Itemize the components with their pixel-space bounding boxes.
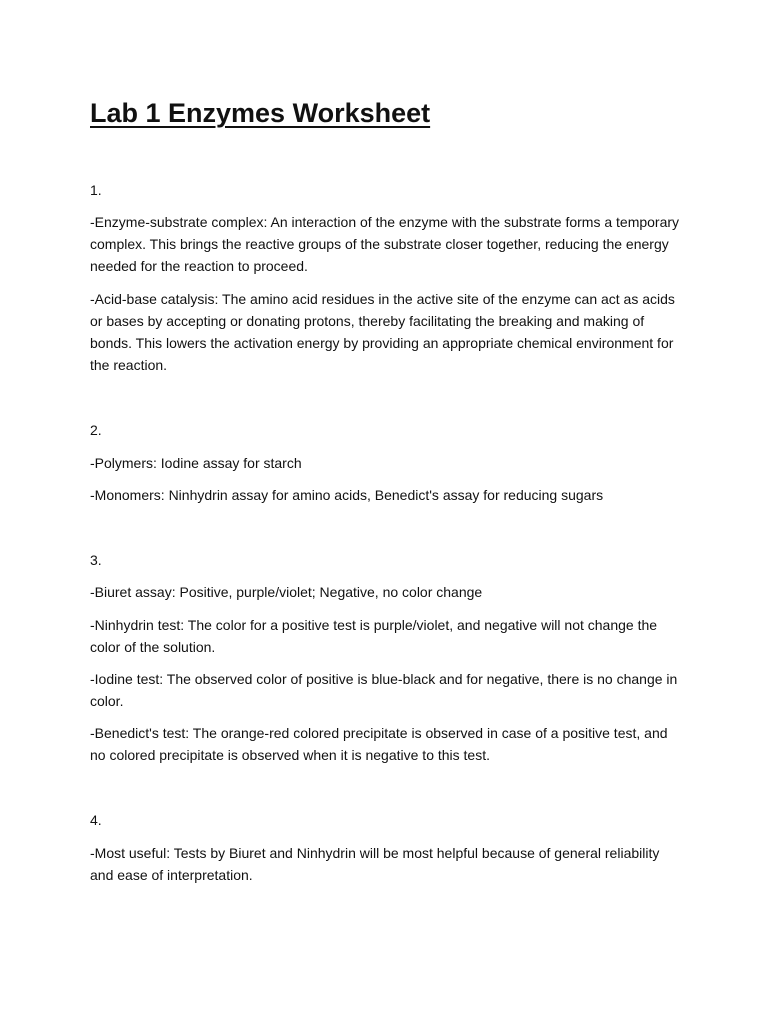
- section-2-number: 2.: [90, 422, 102, 438]
- document-title: Lab 1 Enzymes Worksheet: [90, 98, 431, 128]
- section-3-number: 3.: [90, 552, 102, 568]
- section-1-paragraph-1: -Enzyme-substrate complex: An interaction of the enzyme with the substrate forms a temporary complex. This brings the reactive groups of the substrate closer together, reducing the energy needed for the reaction to proceed.: [90, 214, 680, 274]
- section-4-number: 4.: [90, 812, 102, 828]
- section-1-number: 1.: [90, 182, 102, 198]
- section-3-paragraph-4: -Benedict's test: The orange-red colored precipitate is observed in case of a positive test, and no colored precipitate is observed when it is negative to this test.: [90, 725, 668, 763]
- section-2-paragraph-1: -Polymers: Iodine assay for starch: [90, 455, 302, 471]
- section-3-paragraph-2: -Ninhydrin test: The color for a positive test is purple/violet, and negative will not change the color of the solution.: [90, 617, 658, 655]
- section-4-paragraph-1: -Most useful: Tests by Biuret and Ninhydrin will be most helpful because of general reliability and ease of interpretation.: [90, 845, 660, 883]
- section-1-paragraph-2: -Acid-base catalysis: The amino acid residues in the active site of the enzyme can act as acids or bases by accepting or donating protons, thereby facilitating the breaking and making of bonds. This lowers the activation energy by providing an appropriate chemical environment for the reaction.: [90, 291, 675, 373]
- section-3-paragraph-1: -Biuret assay: Positive, purple/violet; Negative, no color change: [90, 584, 483, 600]
- section-2-paragraph-2: -Monomers: Ninhydrin assay for amino acids, Benedict's assay for reducing sugars: [90, 487, 604, 503]
- section-3-paragraph-3: -Iodine test: The observed color of positive is blue-black and for negative, there is no change in color.: [90, 671, 678, 709]
